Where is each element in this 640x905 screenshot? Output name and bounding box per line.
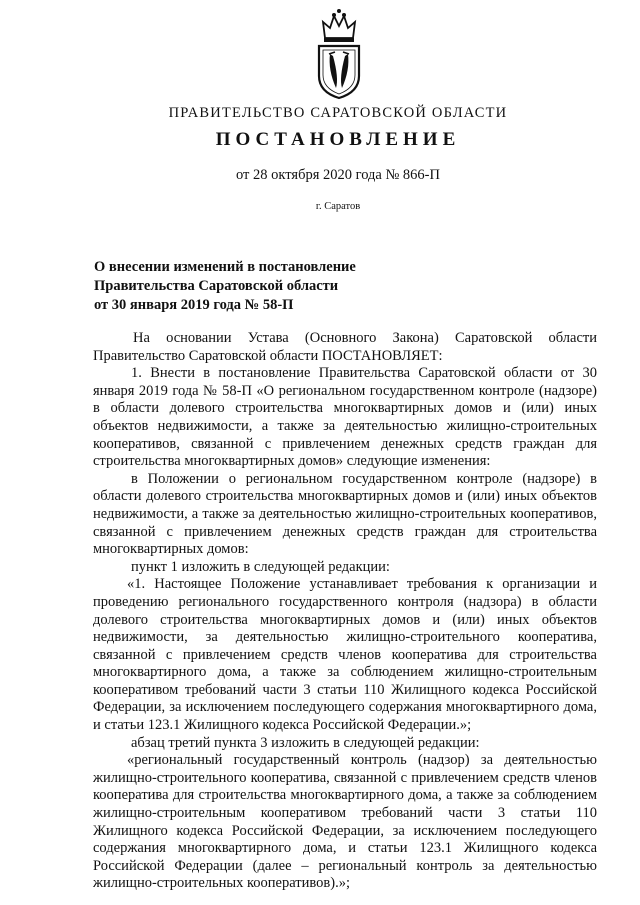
body-paragraph: На основании Устава (Основного Закона) Саратовской области Правительство Саратовской области ПОСТАНОВЛЯЕТ: <box>93 330 597 364</box>
subject-line: от 30 января 2019 года № 58-П <box>94 297 294 313</box>
government-name: ПРАВИТЕЛЬСТВО САРАТОВСКОЙ ОБЛАСТИ <box>168 105 508 121</box>
body-paragraph: в Положении о региональном государственном контроле (надзоре) в области долевого строительства многоквартирных домов и (или) иных объектов недвижимости, а также за деятельностью жилищно-строительных кооперативов, связанной с привлечением денежных средств граждан для строительства многоквартирных домов: <box>93 470 597 558</box>
body-paragraph: пункт 1 изложить в следующей редакции: <box>131 558 390 575</box>
subject-line: О внесении изменений в постановление <box>94 259 356 275</box>
document-city: г. Саратов <box>315 201 361 212</box>
body-paragraph: «1. Настоящее Положение устанавливает требования к организации и проведению регионального государственного контроля (надзора) в области долевого строительства многоквартирных домов и (или) иных объектов недвижимости, за деятельностью жилищно-строительного кооператива, связанной с привлечением средств членов кооператива для строительства многоквартирного дома, а также за соблюдением жилищно-строительным кооперативом требований части 3 статьи 110 Жилищного кодекса Российской Федерации, за исключением последующего содержания многоквартирного дома, и статьи 123.1 Жилищного кодекса Российской Федерации.»; <box>93 576 597 734</box>
document-type-title: ПОСТАНОВЛЕНИЕ <box>215 129 461 150</box>
body-paragraph: абзац третий пункта 3 изложить в следующей редакции: <box>131 734 480 751</box>
body-paragraph: «региональный государственный контроль (надзор) за деятельностью жилищно-строительного кооператива, связанной с привлечением средств членов кооператива для строительства многоквартирного дома, а также за соблюдением жилищно-строительным кооперативом требований части 3 статьи 110 Жилищного кодекса Российской Федерации, за исключением последующего содержания многоквартирного дома, и статьи 123.1 Жилищного кодекса Российской Федерации (далее – региональный контроль за деятельностью жилищно-строительных кооперативов).»; <box>93 752 597 892</box>
document-body <box>93 330 597 893</box>
document-date-number: от 28 октября 2020 года № 866-П <box>236 167 440 183</box>
saratov-coat-of-arms-icon <box>315 8 363 100</box>
subject-line: Правительства Саратовской области <box>94 278 339 294</box>
body-paragraph: 1. Внести в постановление Правительства Саратовской области от 30 января 2019 года № 58-П «О региональном государственном контроле (надзоре) в области долевого строительства многоквартирных домов и (или) иных объектов недвижимости, а также за деятельностью жилищно-строительных кооперативов, связанной с привлечением денежных средств граждан для строительства многоквартирных домов» следующие изменения: <box>93 365 597 470</box>
document-subject <box>94 258 454 315</box>
